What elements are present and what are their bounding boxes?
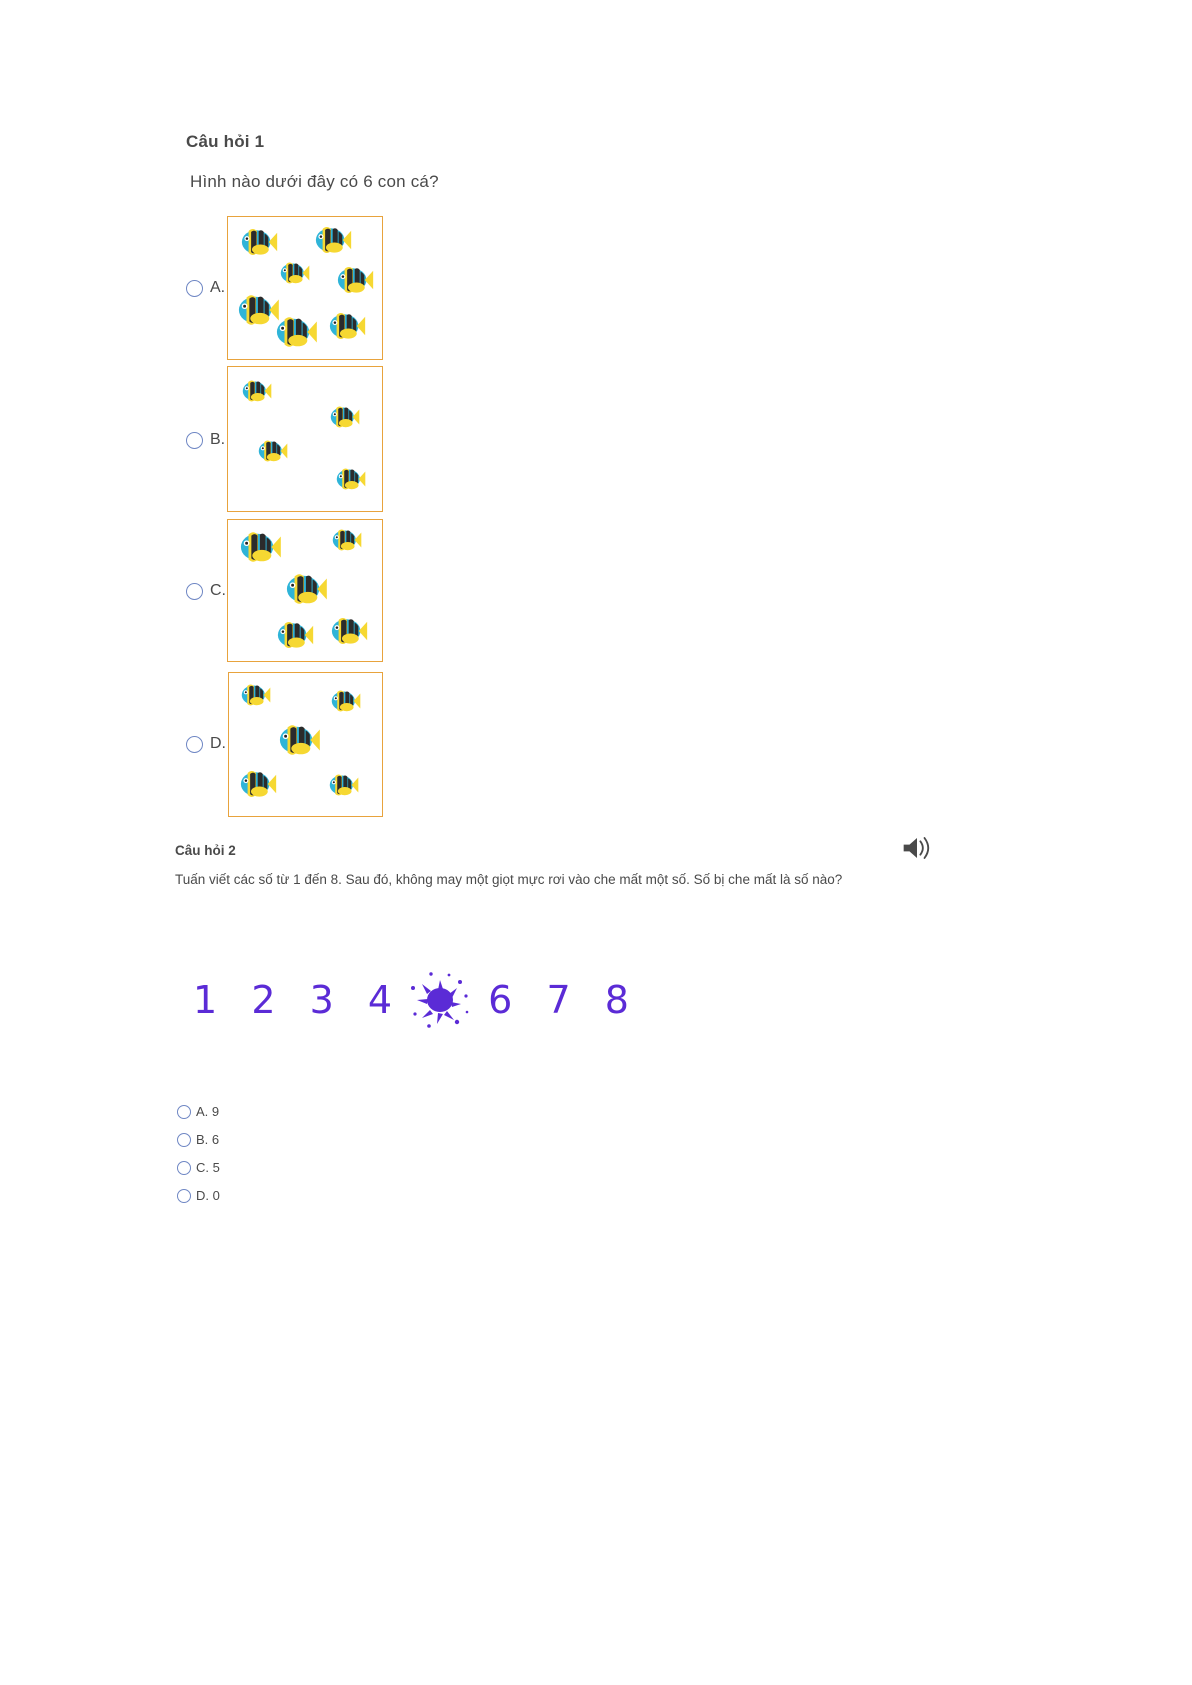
number-2: 2 xyxy=(251,978,276,1022)
number-1: 1 xyxy=(193,978,218,1022)
radio-option-d[interactable] xyxy=(186,736,203,753)
option-a-letter: A. xyxy=(210,279,226,296)
q2-option-d-label: D. 0 xyxy=(196,1188,220,1203)
speaker-icon[interactable] xyxy=(900,833,934,863)
fish-icon xyxy=(332,263,374,297)
radio-option-b[interactable] xyxy=(186,432,203,449)
question-2-title: Câu hỏi 2 xyxy=(175,843,236,858)
fish-icon xyxy=(236,225,278,259)
option-row-a[interactable] xyxy=(186,279,225,297)
fish-icon xyxy=(273,721,321,759)
question-2-prompt: Tuấn viết các số từ 1 đến 8. Sau đó, không may một giọt mực rơi vào che mất một số. Số bị che mất là số nào? xyxy=(175,872,843,887)
fish-icon xyxy=(276,259,310,287)
option-d-image xyxy=(228,672,383,817)
fish-icon xyxy=(326,614,368,648)
option-row-c[interactable] xyxy=(186,582,226,600)
option-b-image xyxy=(227,366,383,512)
radio-q2-option-c[interactable] xyxy=(177,1161,191,1175)
option-row-b[interactable] xyxy=(186,431,225,449)
fish-icon xyxy=(332,465,366,493)
radio-q2-option-b[interactable] xyxy=(177,1133,191,1147)
number-6: 6 xyxy=(488,978,513,1022)
radio-q2-option-a[interactable] xyxy=(177,1105,191,1119)
fish-icon xyxy=(234,528,282,566)
q2-option-a-label: A. 9 xyxy=(196,1104,220,1119)
option-c-letter: C. xyxy=(210,582,226,599)
fish-icon xyxy=(280,570,328,608)
option-row-d[interactable] xyxy=(186,735,226,753)
fish-icon xyxy=(326,403,360,431)
number-line xyxy=(176,970,646,1030)
ink-blot-icon xyxy=(409,970,471,1030)
option-a-image xyxy=(227,216,383,360)
radio-option-a[interactable] xyxy=(186,280,203,297)
q2-option-row-a[interactable] xyxy=(177,1104,219,1119)
fish-icon xyxy=(235,767,277,801)
number-7: 7 xyxy=(546,978,571,1022)
fish-icon xyxy=(272,618,314,652)
radio-option-c[interactable] xyxy=(186,583,203,600)
q2-option-c-label: C. 5 xyxy=(196,1160,220,1175)
question-1-title: Câu hỏi 1 xyxy=(186,132,265,151)
fish-icon xyxy=(327,687,361,715)
fish-icon xyxy=(325,771,359,799)
option-d-letter: D. xyxy=(210,735,226,752)
number-4: 4 xyxy=(367,978,393,1022)
fish-icon xyxy=(328,526,362,554)
q2-option-b-label: B. 6 xyxy=(196,1132,220,1147)
fish-icon xyxy=(270,313,318,351)
fish-icon xyxy=(310,223,352,257)
number-3: 3 xyxy=(309,978,334,1022)
number-8: 8 xyxy=(604,978,629,1022)
radio-q2-option-d[interactable] xyxy=(177,1189,191,1203)
option-c-image xyxy=(227,519,383,662)
option-b-letter: B. xyxy=(210,431,226,448)
fish-icon xyxy=(238,377,272,405)
fish-icon xyxy=(254,437,288,465)
q2-option-row-b[interactable] xyxy=(177,1132,219,1147)
q2-option-row-d[interactable] xyxy=(177,1188,220,1203)
q2-option-row-c[interactable] xyxy=(177,1160,220,1175)
fish-icon xyxy=(324,309,366,343)
fish-icon xyxy=(237,681,271,709)
question-1-prompt: Hình nào dưới đây có 6 con cá? xyxy=(190,172,439,191)
